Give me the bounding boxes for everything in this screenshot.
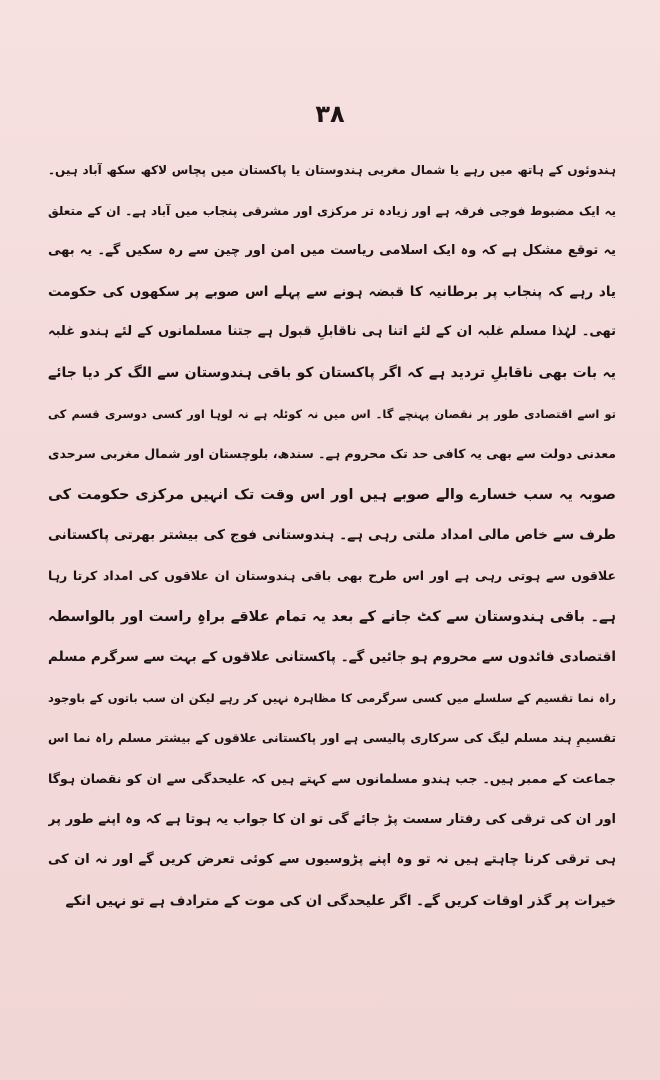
text-line: اقتصادی فائدوں سے محروم ہو جائیں گے۔ پاکستانی علاقوں کے بہت سے سرگرم مسلم <box>48 649 616 666</box>
text-line: تو اسے اقتصادی طور پر نقصان پہنچے گا۔ اس میں نہ کوئلہ ہے نہ لوہا اور کسی دوسری قسم کی <box>48 406 616 421</box>
text-line: ہندوئوں کے ہاتھ میں رہے یا شمال مغربی ہندوستان یا پاکستان میں پچاس لاکھ سکھ آباد ہیں۔ <box>48 163 616 177</box>
text-line: یہ ایک مضبوط فوجی فرقہ ہے اور زیادہ تر مرکزی اور مشرقی پنجاب میں آباد ہے۔ ان کے متعلق <box>48 203 616 218</box>
text-line: طرف سے خاص مالی امداد ملتی رہی ہے۔ ہندوستانی فوج کی بیشتر بھرتی پاکستانی <box>48 527 616 544</box>
page-number: ۳۸ <box>315 100 345 128</box>
text-line: تقسیمِ ہند مسلم لیگ کی سرکاری پالیسی ہے اور پاکستانی علاقوں کے بیشتر مسلم راہ نما اس <box>48 731 616 746</box>
page-body-text <box>48 150 616 921</box>
text-line: یاد رہے کہ پنجاب پر برطانیہ کا قبضہ ہونے سے پہلے اس صوبے پر سکھوں کی حکومت <box>48 283 616 300</box>
text-line: علاقوں سے ہوتی رہی ہے اور اس طرح بھی باقی ہندوستان ان علاقوں کی امداد کرتا رہا <box>48 567 616 583</box>
text-line: اور ان کی ترقی کی رفتار سست پڑ جائے گی تو ان کا جواب یہ ہوتا ہے کہ وہ اپنے طور پر <box>48 811 616 827</box>
text-line: یہ توقع مشکل ہے کہ وہ ایک اسلامی ریاست میں امن اور چین سے رہ سکیں گے۔ یہ بھی <box>48 243 616 259</box>
text-line: خیرات پر گذر اوقات کریں گے۔ اگر علیحدگی ان کی موت کے مترادف ہے تو نہیں انکے <box>65 892 616 909</box>
text-line: جماعت کے ممبر ہیں۔ جب ہندو مسلمانوں سے کہتے ہیں کہ علیحدگی سے ان کو نقصان ہوگا <box>48 770 616 786</box>
text-line: یہ بات بھی ناقابلِ تردید ہے کہ اگر پاکستان کو باقی ہندوستان سے الگ کر دیا جائے <box>48 364 616 381</box>
text-line: تھی۔ لہٰذا مسلم غلبہ ان کے لئے اتنا ہی ناقابلِ قبول ہے جتنا مسلمانوں کے لئے ہندو غلبہ <box>48 324 616 340</box>
text-line: ہی ترقی کرنا چاہتے ہیں نہ تو وہ اپنے پڑوسیوں سے کوئی تعرض کریں گے اور نہ ان کی <box>48 852 616 868</box>
text-line: صوبہ یہ سب خسارے والے صوبے ہیں اور اس وقت تک انہیں مرکزی حکومت کی <box>48 486 616 503</box>
text-line: راہ نما تقسیم کے سلسلے میں کسی سرگرمی کا مظاہرہ نہیں کر رہے لیکن ان سب باتوں کے باوجود <box>48 690 616 705</box>
text-line: ہے۔ باقی ہندوستان سے کٹ جانے کے بعد یہ تمام علاقے براہِ راست اور بالواسطہ <box>48 608 616 625</box>
text-line: معدنی دولت سے بھی یہ کافی حد تک محروم ہے۔ سندھ، بلوچستان اور شمال مغربی سرحدی <box>48 446 616 462</box>
